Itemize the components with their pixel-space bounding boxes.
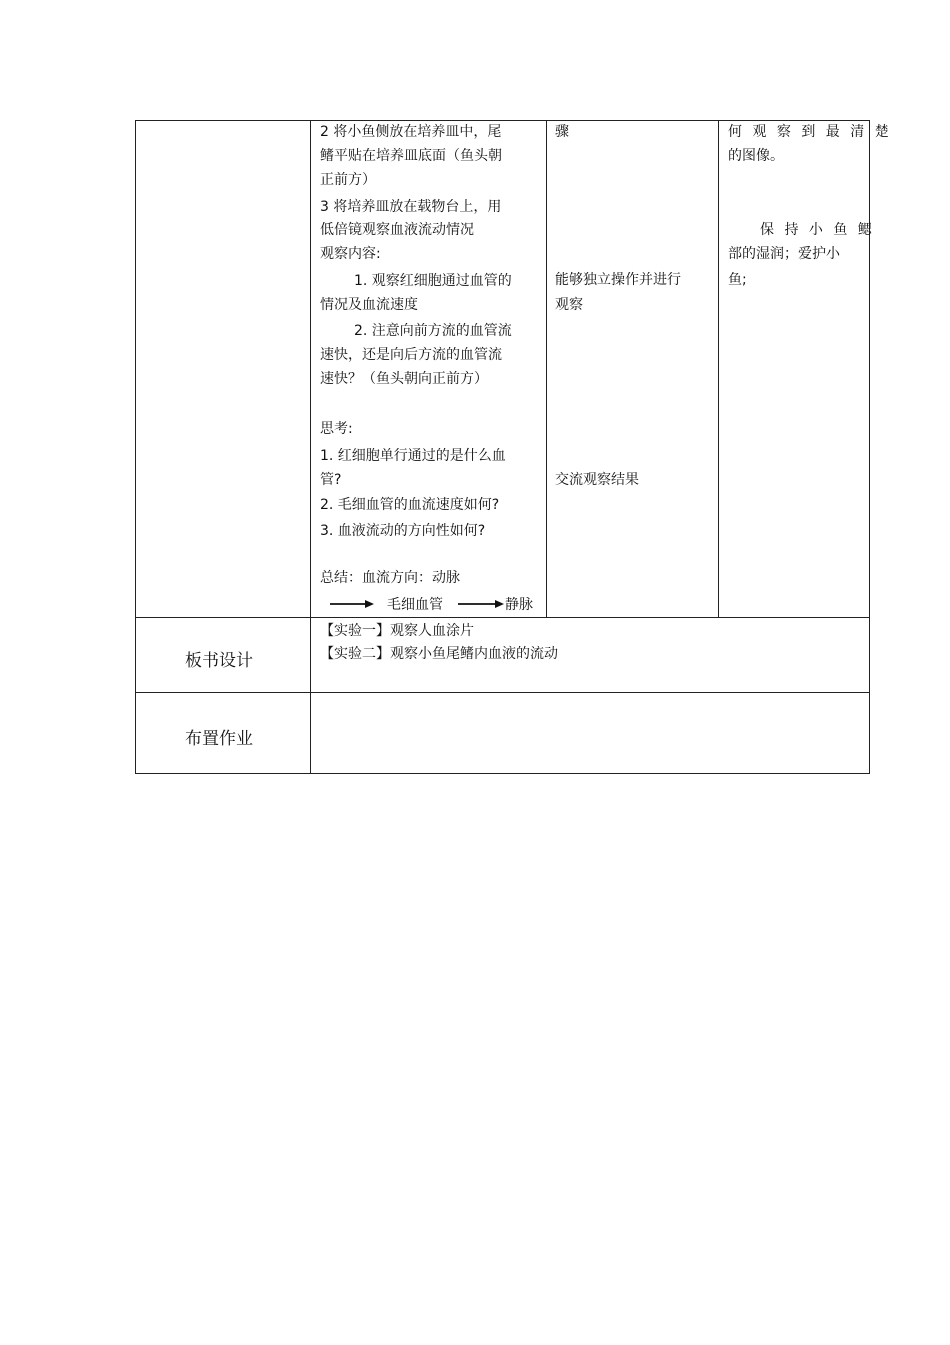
intent-line-1: 何 观 察 到 最 清 楚 — [728, 124, 892, 140]
procedure-line-7: 1. 观察红细胞通过血管的 — [354, 273, 512, 289]
procedure-line-15: 2. 毛细血管的血流速度如何? — [320, 497, 500, 513]
arrow-right-icon — [458, 598, 504, 610]
procedure-line-9: 2. 注意向前方流的血管流 — [354, 323, 512, 339]
intent-line-5: 鱼; — [728, 272, 747, 288]
table-column-divider-3 — [718, 120, 719, 617]
procedure-line-6: 观察内容: — [320, 246, 381, 262]
intent-line-4: 部的湿润；爱护小 — [728, 246, 840, 262]
procedure-line-19: 静脉 — [505, 597, 533, 613]
board-design-item-1: 【实验一】观察人血涂片 — [320, 623, 474, 639]
table-border-bottom — [135, 773, 870, 774]
board-design-label: 板书设计 — [185, 651, 253, 671]
procedure-line-18: 毛细血管 — [387, 597, 443, 613]
intent-line-3: 保 持 小 鱼 鳃 — [760, 222, 875, 238]
board-design-item-2: 【实验二】观察小鱼尾鳍内血液的流动 — [320, 646, 558, 662]
procedure-line-16: 3. 血液流动的方向性如何? — [320, 523, 486, 539]
table-column-divider-2 — [546, 120, 547, 617]
procedure-line-8: 情况及血流速度 — [320, 297, 418, 313]
procedure-line-11: 速快？（鱼头朝向正前方） — [320, 371, 488, 387]
table-row-divider-1 — [135, 617, 870, 618]
procedure-line-17: 总结：血流方向：动脉 — [320, 570, 460, 586]
procedure-line-1: 2 将小鱼侧放在培养皿中，尾 — [320, 124, 502, 140]
procedure-line-12: 思考: — [320, 421, 353, 437]
procedure-line-13: 1. 红细胞单行通过的是什么血 — [320, 448, 506, 464]
procedure-line-3: 正前方） — [320, 172, 376, 188]
procedure-line-5: 低倍镜观察血液流动情况 — [320, 222, 474, 238]
homework-label: 布置作业 — [185, 729, 253, 749]
table-column-divider-1 — [310, 120, 311, 774]
table-border-left — [135, 120, 136, 774]
procedure-line-10: 速快，还是向后方流的血管流 — [320, 347, 502, 363]
procedure-line-4: 3 将培养皿放在载物台上，用 — [320, 199, 502, 215]
arrow-right-icon — [330, 598, 374, 610]
intent-line-2: 的图像。 — [728, 148, 784, 164]
student-line-1: 骤 — [555, 124, 569, 140]
procedure-line-2: 鳍平贴在培养皿底面（鱼头朝 — [320, 148, 502, 164]
student-line-4: 交流观察结果 — [555, 472, 639, 488]
table-row-divider-2 — [135, 692, 870, 693]
student-line-3: 观察 — [555, 297, 583, 313]
student-line-2: 能够独立操作并进行 — [555, 272, 681, 288]
procedure-line-14: 管? — [320, 472, 342, 488]
